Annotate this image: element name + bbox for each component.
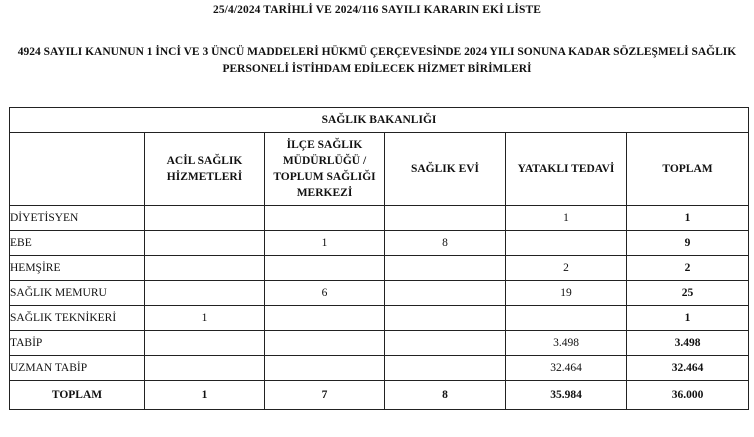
cell-evi (385, 281, 506, 306)
cell-ilce: 7 (265, 381, 385, 410)
cell-yatakli: 19 (506, 281, 627, 306)
row-label: SAĞLIK MEMURU (10, 281, 145, 306)
table-row (10, 231, 749, 256)
cell-evi (385, 331, 506, 356)
col-header-saglik-evi: SAĞLIK EVİ (385, 133, 506, 206)
cell-ilce: 1 (265, 231, 385, 256)
col-header-acil: ACİL SAĞLIK HİZMETLERİ (145, 133, 265, 206)
cell-toplam: 1 (627, 306, 749, 331)
cell-toplam: 2 (627, 256, 749, 281)
cell-yatakli (506, 231, 627, 256)
cell-evi (385, 356, 506, 381)
personnel-table (9, 107, 749, 410)
cell-acil (145, 331, 265, 356)
total-row (10, 381, 749, 410)
cell-acil (145, 281, 265, 306)
cell-acil: 1 (145, 306, 265, 331)
row-label: SAĞLIK TEKNİKERİ (10, 306, 145, 331)
table-row (10, 306, 749, 331)
table-row (10, 356, 749, 381)
cell-toplam: 36.000 (627, 381, 749, 410)
cell-yatakli: 2 (506, 256, 627, 281)
cell-ilce (265, 206, 385, 231)
col-header-toplam: TOPLAM (627, 133, 749, 206)
table-row (10, 206, 749, 231)
ministry-header: SAĞLIK BAKANLIĞI (10, 108, 749, 133)
cell-acil: 1 (145, 381, 265, 410)
table-row (10, 331, 749, 356)
cell-evi: 8 (385, 381, 506, 410)
cell-ilce (265, 356, 385, 381)
cell-toplam: 1 (627, 206, 749, 231)
cell-yatakli (506, 306, 627, 331)
subtitle-line-1: 4924 SAYILI KANUNUN 1 İNCİ VE 3 ÜNCÜ MADDELERİ HÜKMÜ ÇERÇEVESİNDE 2024 YILI SONUNA KADAR SÖZLEŞMELİ SAĞLIK (17, 46, 737, 58)
cell-toplam: 3.498 (627, 331, 749, 356)
cell-evi (385, 306, 506, 331)
row-label: EBE (10, 231, 145, 256)
col-header-ilce: İLÇE SAĞLIK MÜDÜRLÜĞÜ / TOPLUM SAĞLIĞI MERKEZİ (265, 133, 385, 206)
cell-ilce (265, 331, 385, 356)
row-label: UZMAN TABİP (10, 356, 145, 381)
cell-evi (385, 206, 506, 231)
row-label: DİYETİSYEN (10, 206, 145, 231)
cell-yatakli: 32.464 (506, 356, 627, 381)
cell-ilce (265, 256, 385, 281)
cell-yatakli: 3.498 (506, 331, 627, 356)
cell-acil (145, 206, 265, 231)
cell-ilce (265, 306, 385, 331)
cell-toplam: 25 (627, 281, 749, 306)
cell-yatakli: 35.984 (506, 381, 627, 410)
cell-ilce: 6 (265, 281, 385, 306)
cell-toplam: 32.464 (627, 356, 749, 381)
cell-yatakli: 1 (506, 206, 627, 231)
row-label: TABİP (10, 331, 145, 356)
row-label: HEMŞİRE (10, 256, 145, 281)
cell-acil (145, 356, 265, 381)
cell-evi: 8 (385, 231, 506, 256)
cell-toplam: 9 (627, 231, 749, 256)
col-header-profession (10, 133, 145, 206)
cell-acil (145, 256, 265, 281)
subtitle-line-2: PERSONELİ İSTİHDAM EDİLECEK HİZMET BİRİMLERİ (222, 63, 532, 75)
column-header-row (10, 133, 749, 206)
col-header-yatakli: YATAKLI TEDAVİ (506, 133, 627, 206)
cell-evi (385, 256, 506, 281)
table-row (10, 281, 749, 306)
page-subtitle (0, 44, 754, 78)
total-label: TOPLAM (10, 381, 145, 410)
table-row (10, 256, 749, 281)
page-title: 25/4/2024 TARİHLİ VE 2024/116 SAYILI KARARIN EKİ LİSTE (212, 4, 542, 16)
cell-acil (145, 231, 265, 256)
